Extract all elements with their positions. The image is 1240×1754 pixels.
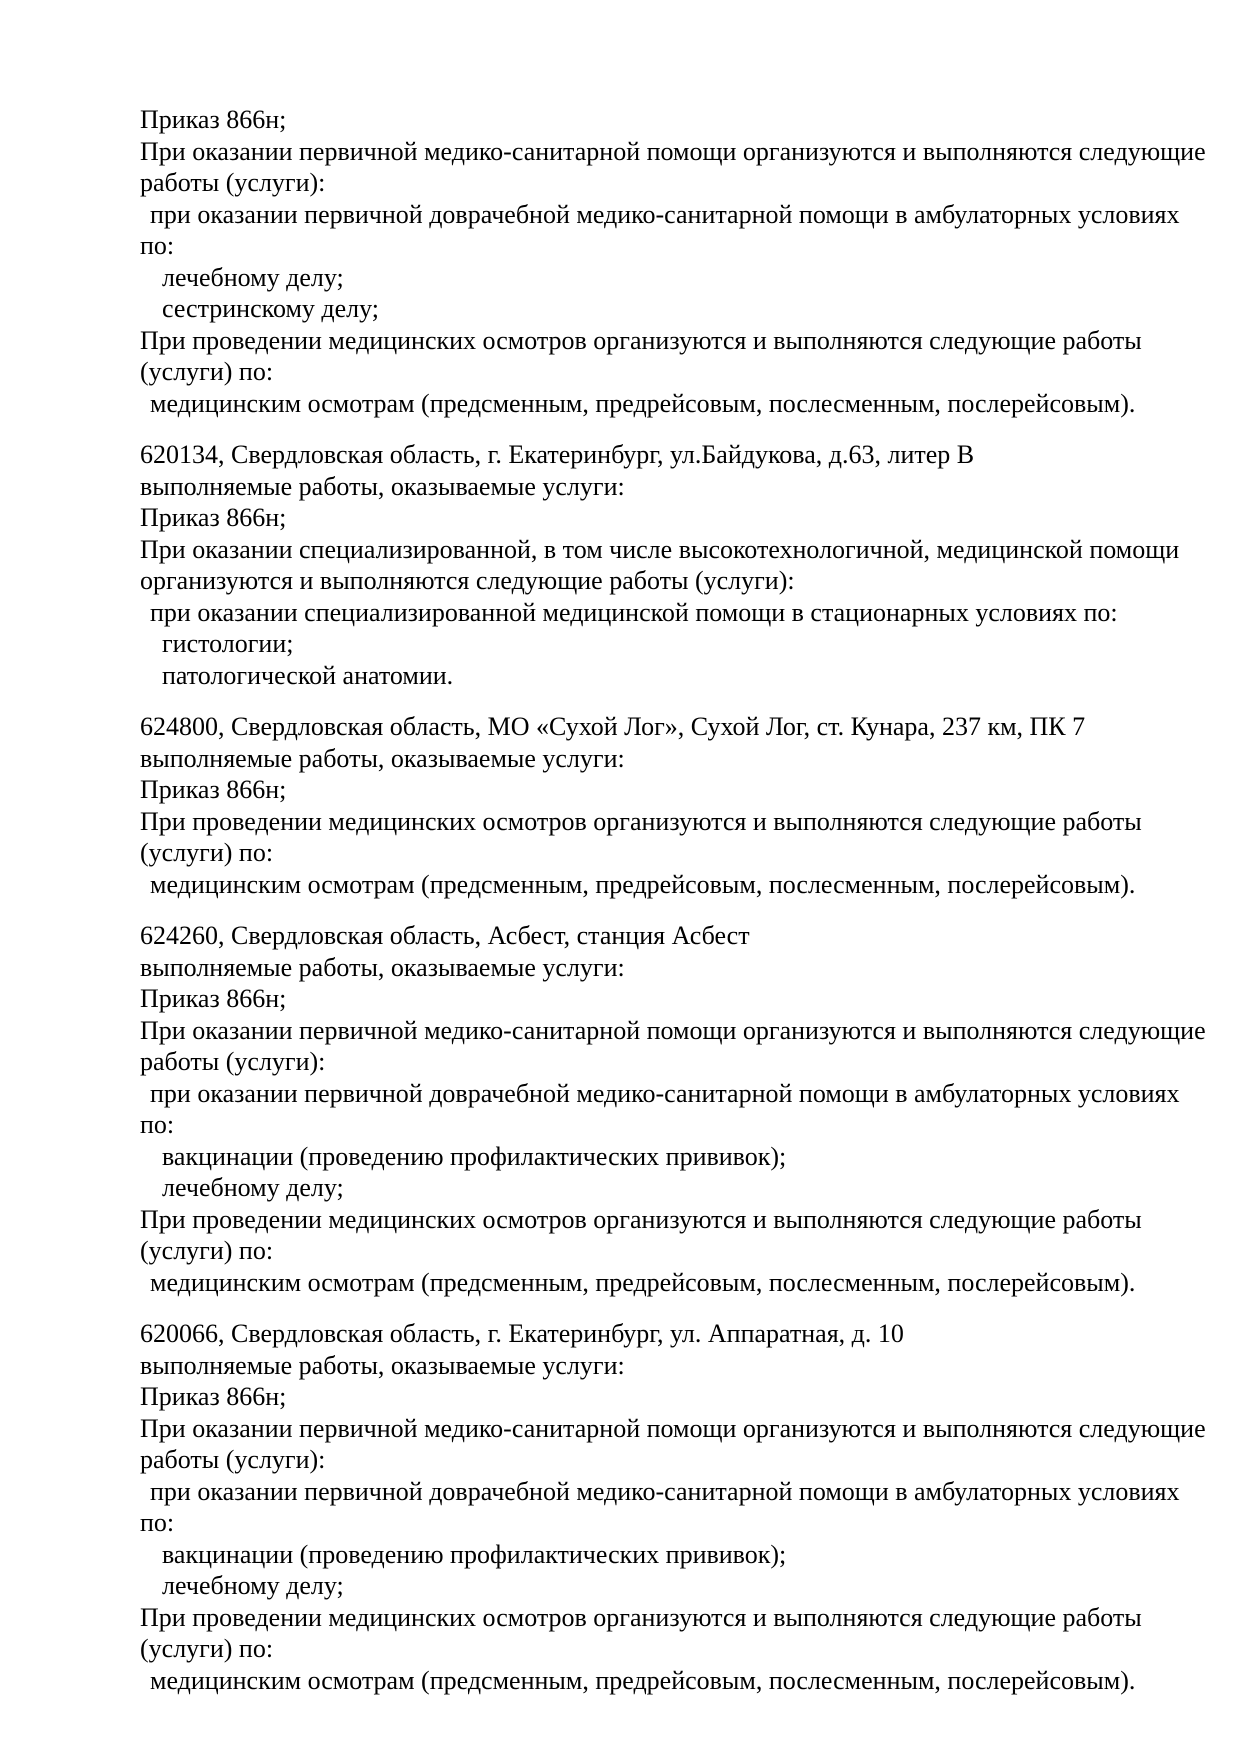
address-services-block (140, 1318, 1206, 1696)
text-line: медицинским осмотрам (предсменным, предрейсовым, послесменным, послерейсовым). (150, 1665, 1136, 1695)
text-line: лечебному делу; (162, 262, 344, 292)
text-line: При оказании первичной медико-санитарной помощи организуются и выполняются следующие (140, 1015, 1206, 1045)
text-line: выполняемые работы, оказываемые услуги: (140, 471, 625, 501)
text-line: При оказании специализированной, в том числе высокотехнологичной, медицинской помощи (140, 534, 1180, 564)
address-line: 624260, Свердловская область, Асбест, станция Асбест (140, 921, 750, 950)
text-line: Приказ 866н; (140, 775, 287, 804)
address-line: 624800, Свердловская область, МО «Сухой Лог», Сухой Лог, ст. Кунара, 237 км, ПК 7 (140, 712, 1086, 741)
text-line: при оказании первичной доврачебной медико-санитарной помощи в амбулаторных условиях (150, 1476, 1180, 1506)
text-line: выполняемые работы, оказываемые услуги: (140, 1350, 625, 1380)
text-line: гистологии; (162, 629, 294, 658)
text-line: Приказ 866н; (140, 984, 287, 1013)
text-line: сестринскому делу; (162, 294, 380, 323)
address-services-block (140, 439, 1180, 691)
text-line: вакцинации (проведению профилактических прививок); (162, 1141, 787, 1171)
text-line: При проведении медицинских осмотров организуются и выполняются следующие работы (140, 325, 1142, 355)
text-line: медицинским осмотрам (предсменным, предрейсовым, послесменным, послерейсовым). (150, 1267, 1136, 1297)
text-line: (услуги) по: (140, 1634, 274, 1663)
text-line: Приказ 866н; (140, 1382, 287, 1411)
text-line: патологической анатомии. (162, 660, 454, 690)
text-line: организуются и выполняются следующие работы (услуги): (140, 566, 795, 595)
text-line: выполняемые работы, оказываемые услуги: (140, 743, 625, 773)
address-line: 620066, Свердловская область, г. Екатеринбург, ул. Аппаратная, д. 10 (140, 1319, 904, 1348)
text-line: выполняемые работы, оказываемые услуги: (140, 952, 625, 982)
text-line: по: (140, 1508, 175, 1537)
text-line: (услуги) по: (140, 357, 274, 386)
text-line: при оказании первичной доврачебной медико-санитарной помощи в амбулаторных условиях (150, 199, 1180, 229)
text-line: Приказ 866н; (140, 105, 287, 134)
text-line: при оказании специализированной медицинской помощи в стационарных условиях по: (150, 597, 1118, 627)
text-line: (услуги) по: (140, 1236, 274, 1265)
text-line: работы (услуги): (140, 168, 326, 197)
address-line: 620134, Свердловская область, г. Екатеринбург, ул.Байдукова, д.63, литер В (140, 440, 975, 469)
text-line: медицинским осмотрам (предсменным, предрейсовым, послесменным, послерейсовым). (150, 869, 1136, 899)
text-line: При оказании первичной медико-санитарной помощи организуются и выполняются следующие (140, 1413, 1206, 1443)
text-line: При проведении медицинских осмотров организуются и выполняются следующие работы (140, 1602, 1142, 1632)
text-line: по: (140, 1110, 175, 1139)
text-line: при оказании первичной доврачебной медико-санитарной помощи в амбулаторных условиях (150, 1078, 1180, 1108)
text-line: по: (140, 231, 175, 260)
text-line: При проведении медицинских осмотров организуются и выполняются следующие работы (140, 1204, 1142, 1234)
text-line: (услуги) по: (140, 838, 274, 867)
text-line: работы (услуги): (140, 1047, 326, 1076)
text-line: лечебному делу; (162, 1571, 344, 1600)
text-line: Приказ 866н; (140, 503, 287, 532)
services-continuation-block (140, 104, 1206, 419)
text-line: При проведении медицинских осмотров организуются и выполняются следующие работы (140, 806, 1142, 836)
address-services-block (140, 920, 1206, 1298)
text-line: лечебному делу; (162, 1173, 344, 1202)
text-line: При оказании первичной медико-санитарной помощи организуются и выполняются следующие (140, 136, 1206, 166)
text-line: медицинским осмотрам (предсменным, предрейсовым, послесменным, послерейсовым). (150, 388, 1136, 418)
text-line: вакцинации (проведению профилактических прививок); (162, 1539, 787, 1569)
text-line: работы (услуги): (140, 1445, 326, 1474)
address-services-block (140, 711, 1170, 900)
